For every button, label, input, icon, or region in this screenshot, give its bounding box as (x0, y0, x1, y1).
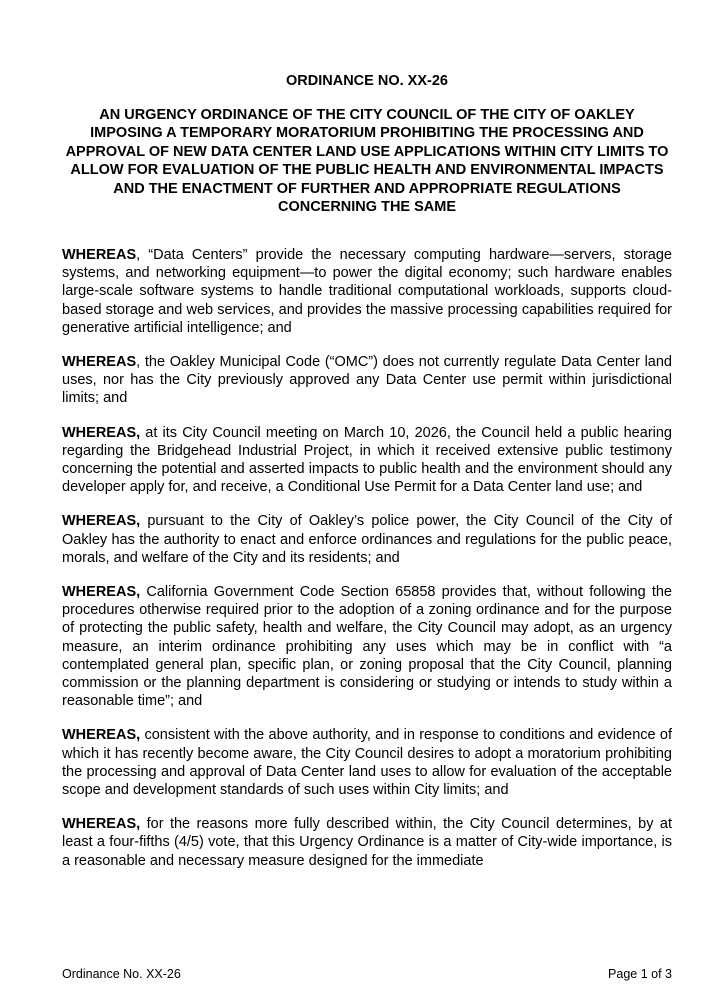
whereas-lead: WHEREAS, (62, 584, 141, 601)
whereas-paragraph-6 (62, 726, 672, 799)
document-body (62, 246, 672, 886)
ordinance-title: ORDINANCE NO. XX-26 (286, 73, 448, 89)
footer-page-number: Page 1 of 3 (608, 967, 672, 981)
whereas-text: California Government Code Section 65858 provides that, without following the procedures otherwise required prior to the adoption of a zoning ordinance and for the purpose of protecting the public safety, health and welfare, the City Council may adopt, as an urgency measure, an interim ordinance prohibiting any uses which may be in conflict with “a contemplated general plan, specific plan, or zoning proposal that the City Council, planning commission or the planning department is considering or studying or intends to study within a reasonable time”; and (62, 584, 672, 710)
whereas-text: pursuant to the City of Oakley’s police power, the City Council of the City of Oakley has the authority to enact and enforce ordinances and regulations for the public peace, morals, and welfare of the City and its residents; and (62, 513, 672, 566)
footer-document-id: Ordinance No. XX-26 (62, 967, 181, 981)
whereas-text: , the Oakley Municipal Code (“OMC”) does not currently regulate Data Center land uses, nor has the City previously approved any Data Center use permit within jurisdictional limits; and (62, 354, 672, 407)
whereas-text: consistent with the above authority, and in response to conditions and evidence of which it has recently become aware, the City Council desires to adopt a moratorium prohibiting the processing and approval of Data Center land uses to allow for evaluation of the acceptable scope and development standards of such uses within City limits; and (62, 727, 672, 799)
whereas-text: for the reasons more fully described within, the City Council determines, by at least a four-fifths (4/5) vote, that this Urgency Ordinance is a matter of City-wide importance, is a reasonable and necessary measure designed for the immediate (62, 816, 672, 869)
whereas-lead: WHEREAS (62, 247, 137, 263)
whereas-text: at its City Council meeting on March 10, 2026, the Council held a public hearing regarding the Bridgehead Industrial Project, in which it received extensive public testimony concerning the potential and asserted impacts to public health and the environment should any developer apply for, and receive, a Conditional Use Permit for a Data Center land use; and (62, 424, 672, 496)
whereas-paragraph-7 (62, 815, 672, 870)
whereas-paragraph-5 (62, 583, 672, 710)
whereas-paragraph-3 (62, 424, 672, 497)
whereas-lead: WHEREAS, (62, 816, 141, 833)
whereas-lead: WHEREAS, (62, 727, 141, 744)
whereas-paragraph-1 (62, 246, 672, 337)
whereas-text: , “Data Centers” provide the necessary computing hardware—servers, storage systems, and networking equipment—to power the digital economy; such hardware enables large-scale software systems to handle traditional computational workloads, supports cloud-based storage and web services, and provides the massive processing capabilities required for generative artificial intelligence; and (62, 247, 672, 336)
ordinance-heading: AN URGENCY ORDINANCE OF THE CITY COUNCIL OF THE CITY OF OAKLEY IMPOSING A TEMPORARY MORATORIUM PROHIBITING THE PROCESSING AND APPROVAL OF NEW DATA CENTER LAND USE APPLICATIONS WITHIN CITY LIMITS TO ALLOW FOR EVALUATION OF THE PUBLIC HEALTH AND ENVIRONMENTAL IMPACTS AND THE ENACTMENT OF FURTHER AND APPROPRIATE REGULATIONS CONCERNING THE SAME (65, 107, 669, 216)
whereas-lead: WHEREAS, (62, 424, 141, 441)
whereas-lead: WHEREAS, (62, 513, 141, 530)
whereas-paragraph-4 (62, 512, 672, 567)
whereas-paragraph-2 (62, 353, 672, 408)
whereas-lead: WHEREAS (62, 354, 137, 371)
